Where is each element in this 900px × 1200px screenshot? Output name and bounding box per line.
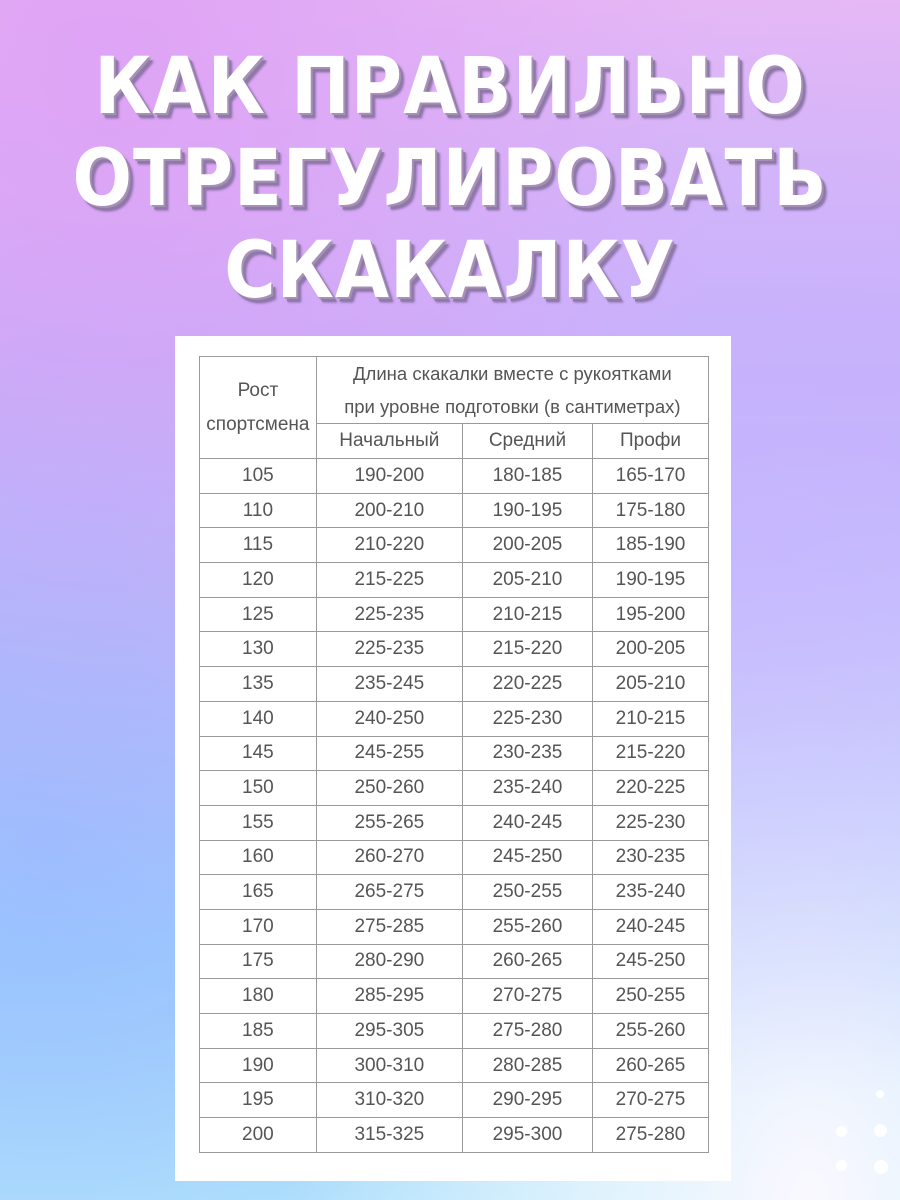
pro-cell: 225-230 (592, 805, 708, 840)
beginner-cell: 315-325 (316, 1118, 462, 1153)
intermediate-cell: 235-240 (462, 771, 592, 806)
rope-length-table (199, 356, 709, 1153)
pro-cell: 165-170 (592, 459, 708, 494)
height-cell: 135 (200, 667, 317, 702)
beginner-cell: 250-260 (316, 771, 462, 806)
table-row (200, 632, 709, 667)
table-row (200, 701, 709, 736)
intermediate-cell: 240-245 (462, 805, 592, 840)
intermediate-cell: 270-275 (462, 979, 592, 1014)
table-row (200, 736, 709, 771)
length-header-line-1: Длина скакалки вместе с рукоятками (353, 363, 672, 384)
pro-cell: 220-225 (592, 771, 708, 806)
beginner-cell: 235-245 (316, 667, 462, 702)
level-header-pro: Профи (592, 424, 708, 459)
intermediate-cell: 295-300 (462, 1118, 592, 1153)
beginner-cell: 225-235 (316, 597, 462, 632)
pro-cell: 270-275 (592, 1083, 708, 1118)
intermediate-cell: 200-205 (462, 528, 592, 563)
intermediate-cell: 210-215 (462, 597, 592, 632)
intermediate-cell: 260-265 (462, 944, 592, 979)
pro-cell: 255-260 (592, 1014, 708, 1049)
pro-cell: 240-245 (592, 909, 708, 944)
beginner-cell: 225-235 (316, 632, 462, 667)
beginner-cell: 210-220 (316, 528, 462, 563)
pro-cell: 210-215 (592, 701, 708, 736)
height-header-line-2: спортсмена (206, 413, 310, 435)
beginner-cell: 190-200 (316, 459, 462, 494)
height-cell: 115 (200, 528, 317, 563)
pro-cell: 190-195 (592, 563, 708, 598)
beginner-cell: 285-295 (316, 979, 462, 1014)
height-cell: 110 (200, 493, 317, 528)
title-line-2: ОТРЕГУЛИРОВАТЬ (72, 132, 828, 224)
intermediate-cell: 290-295 (462, 1083, 592, 1118)
height-cell: 125 (200, 597, 317, 632)
beginner-cell: 300-310 (316, 1048, 462, 1083)
pro-cell: 185-190 (592, 528, 708, 563)
height-cell: 130 (200, 632, 317, 667)
table-row (200, 805, 709, 840)
pro-cell: 175-180 (592, 493, 708, 528)
height-cell: 200 (200, 1118, 317, 1153)
intermediate-cell: 190-195 (462, 493, 592, 528)
intermediate-cell: 250-255 (462, 875, 592, 910)
table-row (200, 667, 709, 702)
pro-cell: 230-235 (592, 840, 708, 875)
dot-1 (876, 1090, 884, 1098)
intermediate-cell: 180-185 (462, 459, 592, 494)
pro-cell: 275-280 (592, 1118, 708, 1153)
beginner-cell: 215-225 (316, 563, 462, 598)
beginner-cell: 240-250 (316, 701, 462, 736)
table-row (200, 979, 709, 1014)
beginner-cell: 280-290 (316, 944, 462, 979)
table-card (175, 336, 731, 1181)
beginner-cell: 245-255 (316, 736, 462, 771)
table-row (200, 563, 709, 598)
table-row (200, 771, 709, 806)
title-line-1: КАК ПРАВИЛЬНО (94, 40, 806, 132)
pro-cell: 195-200 (592, 597, 708, 632)
beginner-cell: 200-210 (316, 493, 462, 528)
beginner-cell: 265-275 (316, 875, 462, 910)
intermediate-cell: 220-225 (462, 667, 592, 702)
intermediate-cell: 275-280 (462, 1014, 592, 1049)
table-row (200, 840, 709, 875)
dot-3 (874, 1124, 887, 1137)
pro-cell: 260-265 (592, 1048, 708, 1083)
table-body (200, 459, 709, 1153)
height-cell: 165 (200, 875, 317, 910)
table-row (200, 459, 709, 494)
length-header (316, 357, 708, 424)
table-row (200, 1048, 709, 1083)
height-cell: 150 (200, 771, 317, 806)
intermediate-cell: 245-250 (462, 840, 592, 875)
height-cell: 120 (200, 563, 317, 598)
height-header (200, 357, 317, 459)
page-title (0, 40, 900, 316)
height-cell: 175 (200, 944, 317, 979)
height-cell: 160 (200, 840, 317, 875)
pro-cell: 245-250 (592, 944, 708, 979)
dot-5 (874, 1160, 888, 1174)
intermediate-cell: 215-220 (462, 632, 592, 667)
height-cell: 185 (200, 1014, 317, 1049)
beginner-cell: 255-265 (316, 805, 462, 840)
level-header-beginner: Начальный (316, 424, 462, 459)
decorative-dots (820, 1090, 900, 1200)
beginner-cell: 275-285 (316, 909, 462, 944)
pro-cell: 235-240 (592, 875, 708, 910)
height-cell: 145 (200, 736, 317, 771)
level-header-intermediate: Средний (462, 424, 592, 459)
height-cell: 140 (200, 701, 317, 736)
height-cell: 195 (200, 1083, 317, 1118)
title-line-3: СКАКАЛКУ (224, 224, 676, 316)
intermediate-cell: 205-210 (462, 563, 592, 598)
height-cell: 105 (200, 459, 317, 494)
pro-cell: 215-220 (592, 736, 708, 771)
intermediate-cell: 225-230 (462, 701, 592, 736)
pro-cell: 200-205 (592, 632, 708, 667)
length-header-line-2: при уровне подготовки (в сантиметрах) (344, 396, 681, 417)
intermediate-cell: 255-260 (462, 909, 592, 944)
table-row (200, 1118, 709, 1153)
dot-2 (836, 1126, 847, 1137)
height-cell: 155 (200, 805, 317, 840)
table-row (200, 597, 709, 632)
intermediate-cell: 280-285 (462, 1048, 592, 1083)
dot-4 (836, 1160, 847, 1171)
pro-cell: 250-255 (592, 979, 708, 1014)
table-row (200, 875, 709, 910)
pro-cell: 205-210 (592, 667, 708, 702)
beginner-cell: 260-270 (316, 840, 462, 875)
height-cell: 180 (200, 979, 317, 1014)
table-row (200, 493, 709, 528)
intermediate-cell: 230-235 (462, 736, 592, 771)
table-row (200, 909, 709, 944)
beginner-cell: 310-320 (316, 1083, 462, 1118)
beginner-cell: 295-305 (316, 1014, 462, 1049)
table-row (200, 1014, 709, 1049)
table-row (200, 528, 709, 563)
height-cell: 190 (200, 1048, 317, 1083)
height-header-line-1: Рост (237, 379, 279, 401)
height-cell: 170 (200, 909, 317, 944)
table-row (200, 1083, 709, 1118)
table-row (200, 944, 709, 979)
